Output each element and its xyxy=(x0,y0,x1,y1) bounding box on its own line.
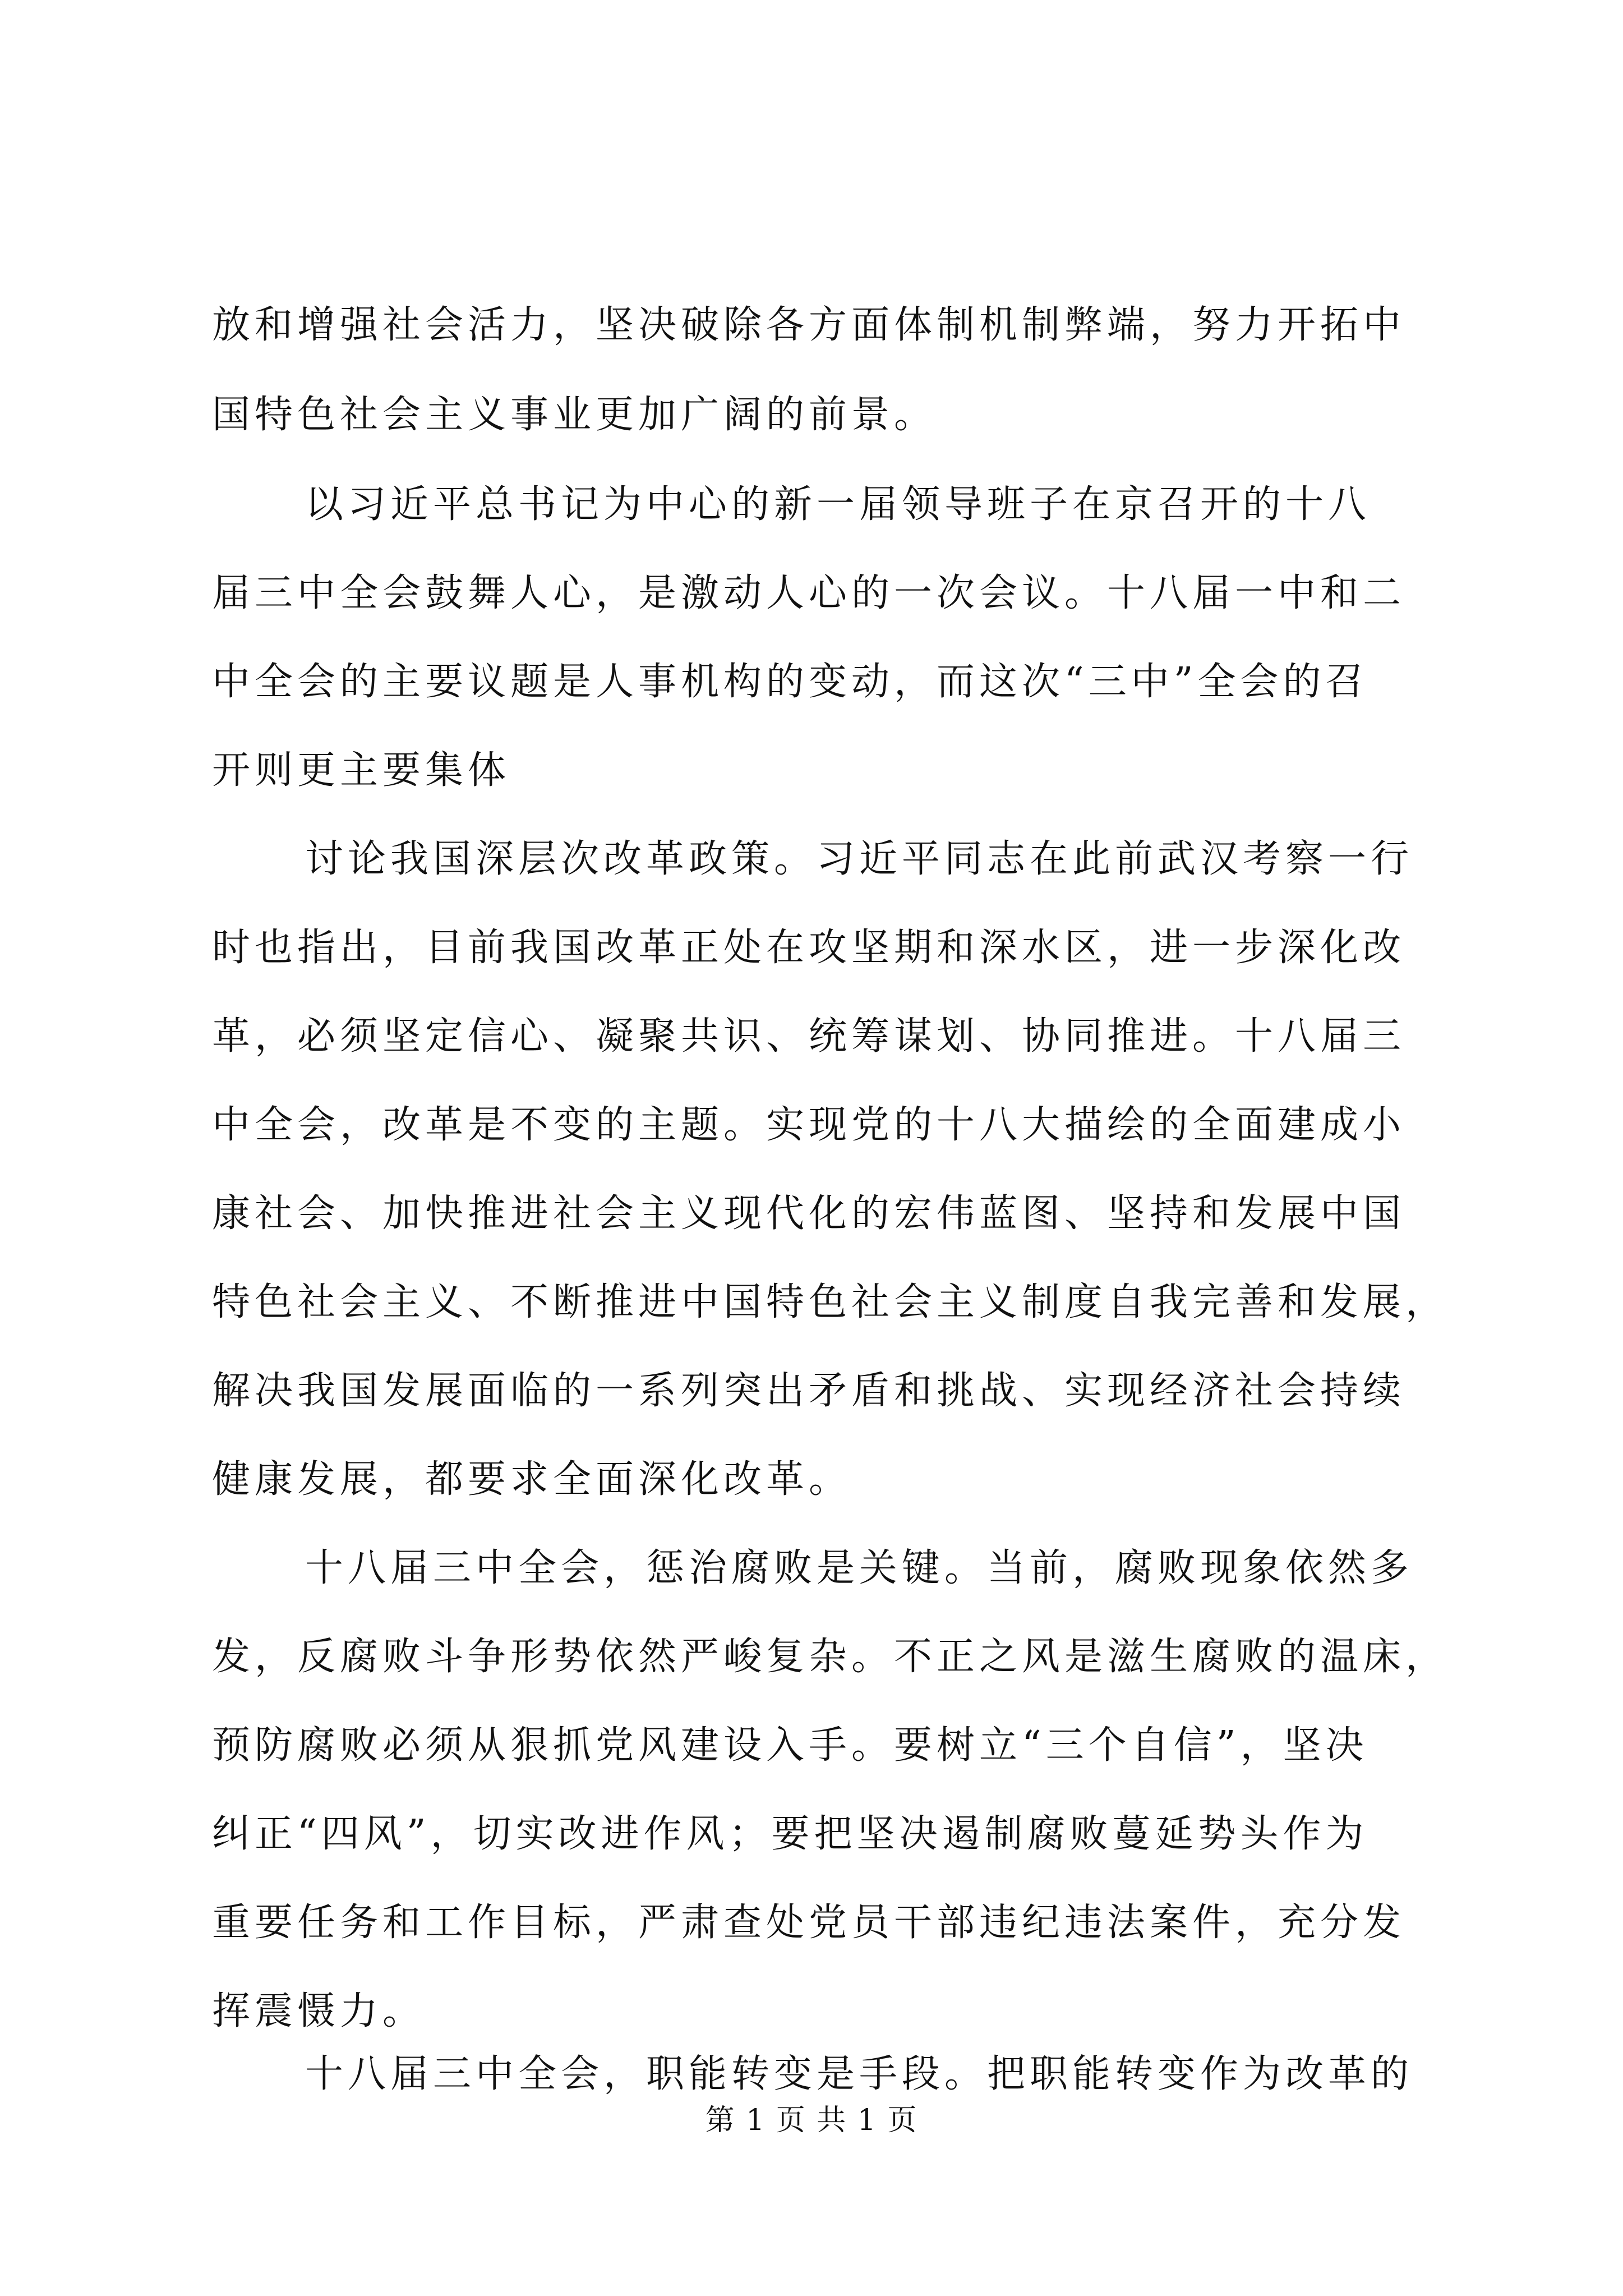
text-line: 放和增强社会活力，坚决破除各方面体制机制弊端，努力开拓中 xyxy=(212,303,1406,347)
text-line: 挥震慑力。 xyxy=(212,1989,426,2033)
text-line: 中全会，改革是不变的主题。实现党的十八大描绘的全面建成小 xyxy=(212,1103,1406,1147)
text-line: 预防腐败必须从狠抓党风建设入手。要树立“三个自信”，坚决 xyxy=(212,1723,1368,1768)
text-line: 开则更主要集体 xyxy=(212,748,511,793)
text-line: 解决我国发展面临的一系列突出矛盾和挑战、实现经济社会持续 xyxy=(212,1369,1406,1413)
text-line: 特色社会主义、不断推进中国特色社会主义制度自我完善和发展， xyxy=(212,1280,1449,1324)
text-line: 届三中全会鼓舞人心，是激动人心的一次会议。十八届一中和二 xyxy=(212,571,1406,615)
text-line: 中全会的主要议题是人事机构的变动，而这次“三中”全会的召 xyxy=(212,660,1368,704)
paragraph-first-line: 十八届三中全会，惩治腐败是关键。当前，腐败现象依然多 xyxy=(305,1546,1414,1590)
page-number-footer: 第 1 页 共 1 页 xyxy=(705,2104,918,2137)
text-line: 健康发展，都要求全面深化改革。 xyxy=(212,1457,852,1502)
text-line: 重要任务和工作目标，严肃查处党员干部违纪违法案件，充分发 xyxy=(212,1901,1406,1945)
text-line: 国特色社会主义事业更加广阔的前景。 xyxy=(212,393,937,437)
paragraph-first-line: 讨论我国深层次改革政策。习近平同志在此前武汉考察一行 xyxy=(305,837,1414,881)
text-line: 纠正“四风”，切实改进作风；要把坚决遏制腐败蔓延势头作为 xyxy=(212,1812,1368,1856)
text-line: 发，反腐败斗争形势依然严峻复杂。不正之风是滋生腐败的温床， xyxy=(212,1635,1449,1679)
paragraph-first-line: 十八届三中全会，职能转变是手段。把职能转变作为改革的 xyxy=(305,2052,1414,2096)
paragraph-first-line: 以习近平总书记为中心的新一届领导班子在京召开的十八 xyxy=(305,482,1371,527)
text-line: 康社会、加快推进社会主义现代化的宏伟蓝图、坚持和发展中国 xyxy=(212,1191,1406,1236)
text-line: 时也指出，目前我国改革正处在攻坚期和深水区，进一步深化改 xyxy=(212,926,1406,970)
text-line: 革，必须坚定信心、凝聚共识、统筹谋划、协同推进。十八届三 xyxy=(212,1014,1406,1059)
